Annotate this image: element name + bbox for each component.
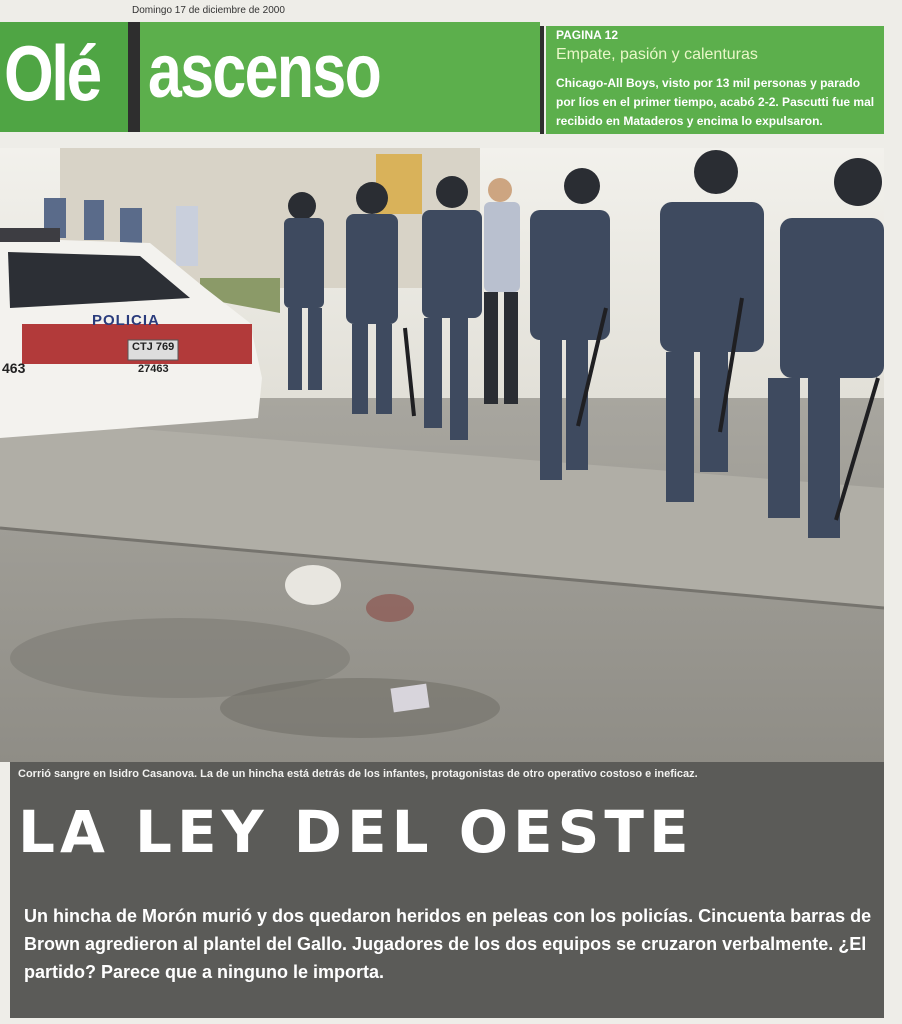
- story-band: [10, 762, 884, 1018]
- car-plate: CTJ 769: [132, 341, 175, 353]
- masthead-divider: [540, 26, 544, 134]
- teaser-headline: Empate, pasión y calenturas: [556, 46, 758, 63]
- issue-date: Domingo 17 de diciembre de 2000: [132, 5, 285, 16]
- logo-separator: [128, 22, 140, 132]
- teaser-box: [546, 26, 884, 134]
- section-logo: ascenso: [148, 29, 381, 114]
- main-headline: LA LEY DEL OESTE: [18, 798, 694, 866]
- logo-main-text: Olé: [4, 29, 100, 117]
- teaser-page: PAGINA 12: [556, 28, 619, 42]
- car-side-number: 463: [2, 360, 26, 376]
- ole-logo: [0, 22, 128, 132]
- car-unit-number: 27463: [138, 363, 169, 375]
- main-photo: [0, 148, 884, 762]
- header-strip: [480, 7, 820, 17]
- photo-caption: Corrió sangre en Isidro Casanova. La de un hincha está detrás de los infantes, protagonistas de otro operativo costoso e ineficaz.: [18, 768, 698, 780]
- story-body: Un hincha de Morón murió y dos quedaron heridos en peleas con los policías. Cincuenta barras de Brown agredieron al plantel del Gallo. Jugadores de los dos equipos se cruzaron verbalmente. ¿El partido? Parece que a ninguno le importa.: [24, 906, 872, 982]
- teaser-body: Chicago-All Boys, visto por 13 mil personas y parado por líos en el primer tiempo, acabó 2-2. Pascutti fue mal recibido en Mataderos y encima lo expulsaron.: [556, 76, 875, 128]
- car-label: POLICIA: [92, 312, 160, 329]
